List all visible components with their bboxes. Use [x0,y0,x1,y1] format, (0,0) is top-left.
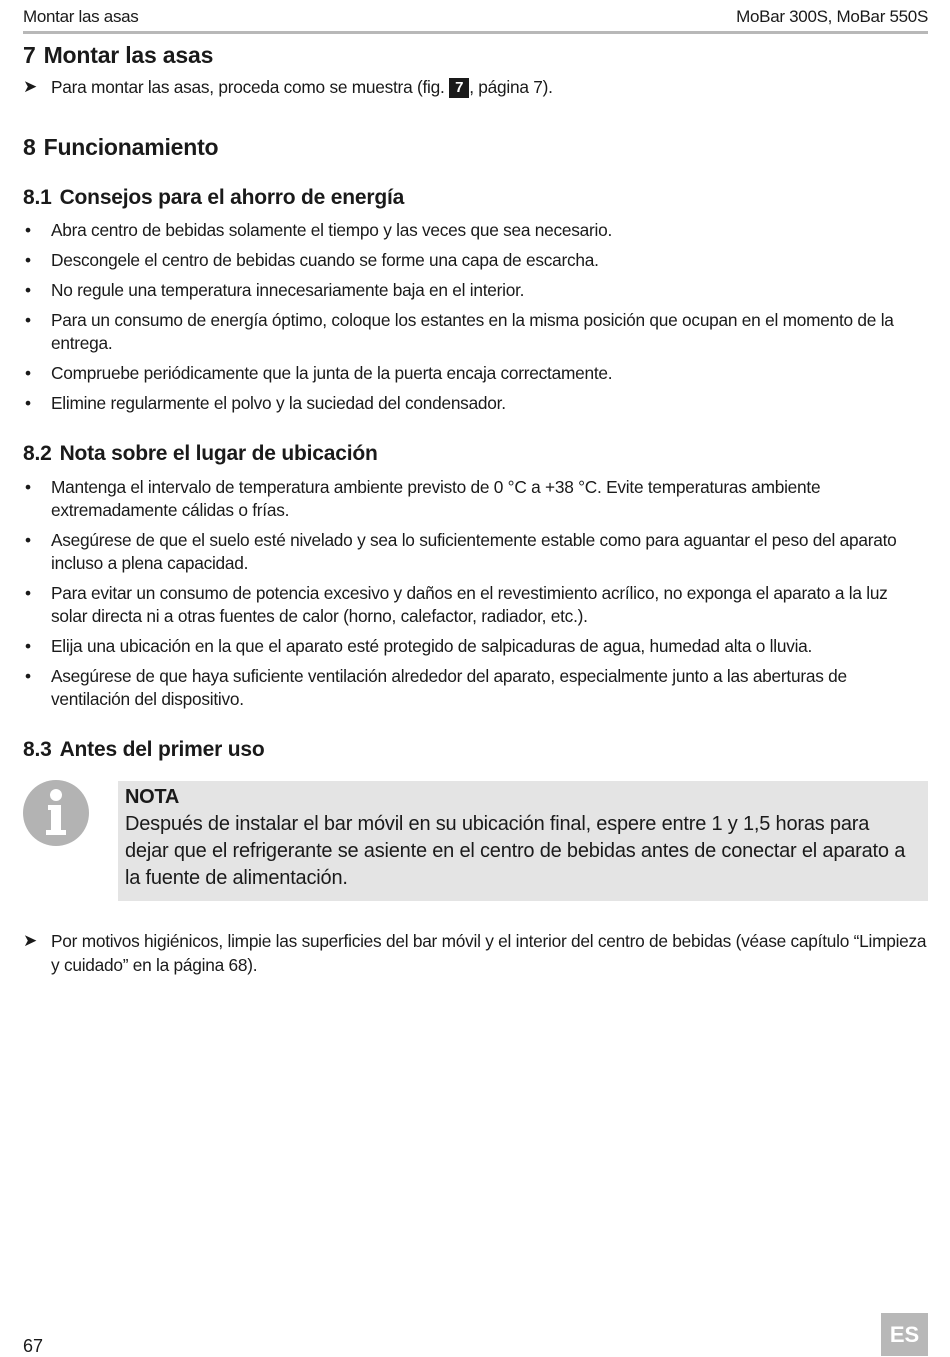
instruction-mount-handles [23,75,928,99]
section-title: Nota sobre el lugar de ubicación [59,442,378,465]
section-title: Consejos para el ahorro de energía [59,186,405,209]
instruction-arrow-icon: ➤ [23,77,37,96]
running-header [23,7,928,34]
header-model-names: MoBar 300S, MoBar 550S [736,7,928,26]
section-number: 8.2 [23,442,52,465]
list-item: • Descongele el centro de bebidas cuando se forme una capa de escarcha. [23,249,928,272]
list-item: • Abra centro de bebidas solamente el tiempo y las veces que sea necesario. [23,219,928,242]
section-title: Antes del primer uso [59,738,265,761]
figure-reference[interactable]: 7 [449,78,469,98]
note-text: Después de instalar el bar móvil en su ubicación final, espere entre 1 y 1,5 horas para dejar que el refrigerante se asiente en el centro de bebidas antes de conectar el aparato a la fuente de alimentación. [125,813,906,889]
section-title: Funcionamiento [43,134,219,160]
location-notes-list [23,476,928,718]
section-number: 7 [23,42,36,68]
section-number: 8.3 [23,738,52,761]
list-item: • No regule una temperatura innecesariamente baja en el interior. [23,279,928,302]
instruction-clean [23,929,928,977]
header-section-title: Montar las asas [23,7,139,26]
list-item: • Compruebe periódicamente que la junta de la puerta encaja correctamente. [23,362,928,385]
manual-page [23,0,928,1356]
list-item: • Elimine regularmente el polvo y la suciedad del condensador. [23,392,928,415]
instruction-arrow-icon: ➤ [23,931,37,950]
language-tab: ES [881,1313,928,1356]
list-item: • Para evitar un consumo de potencia excesivo y daños en el revestimiento acrílico, no exponga el aparato a la luz solar directa ni a otras fuentes de calor (horno, calefactor, radiador, etc.). [23,582,928,628]
section-8-1-heading [23,186,404,210]
list-item: • Asegúrese de que el suelo esté nivelado y sea lo suficientemente estable como para aguantar el peso del aparato incluso a plena capacidad. [23,529,928,575]
section-8-3-heading [23,738,264,762]
list-item: • Mantenga el intervalo de temperatura ambiente previsto de 0 °C a +38 °C. Evite temperaturas ambiente extremadamente cálidas o frías. [23,476,928,522]
page-number: 67 [23,1336,44,1356]
list-item: • Elija una ubicación en la que el aparato esté protegido de salpicaduras de agua, humedad alta o lluvia. [23,635,928,658]
section-8-heading [23,134,218,161]
instruction-text: Para montar las asas, proceda como se muestra (fig. 7 , página 7). [51,77,553,97]
note-box [118,781,928,901]
note-title: NOTA [125,786,179,808]
section-number: 8 [23,134,36,160]
energy-tips-list [23,219,928,422]
section-8-2-heading [23,442,378,466]
section-title: Montar las asas [43,42,214,68]
list-item: • Para un consumo de energía óptimo, coloque los estantes en la misma posición que ocupan en el momento de la entrega. [23,309,928,355]
list-item: • Asegúrese de que haya suficiente ventilación alrededor del aparato, especialmente junto a las aberturas de ventilación del dispositivo. [23,665,928,711]
section-number: 8.1 [23,186,52,209]
section-7-heading [23,42,213,69]
instruction-text: Por motivos higiénicos, limpie las superficies del bar móvil y el interior del centro de bebidas (véase capítulo “Limpieza y cuidado” en la página 68). [51,931,927,975]
info-icon [23,780,89,846]
